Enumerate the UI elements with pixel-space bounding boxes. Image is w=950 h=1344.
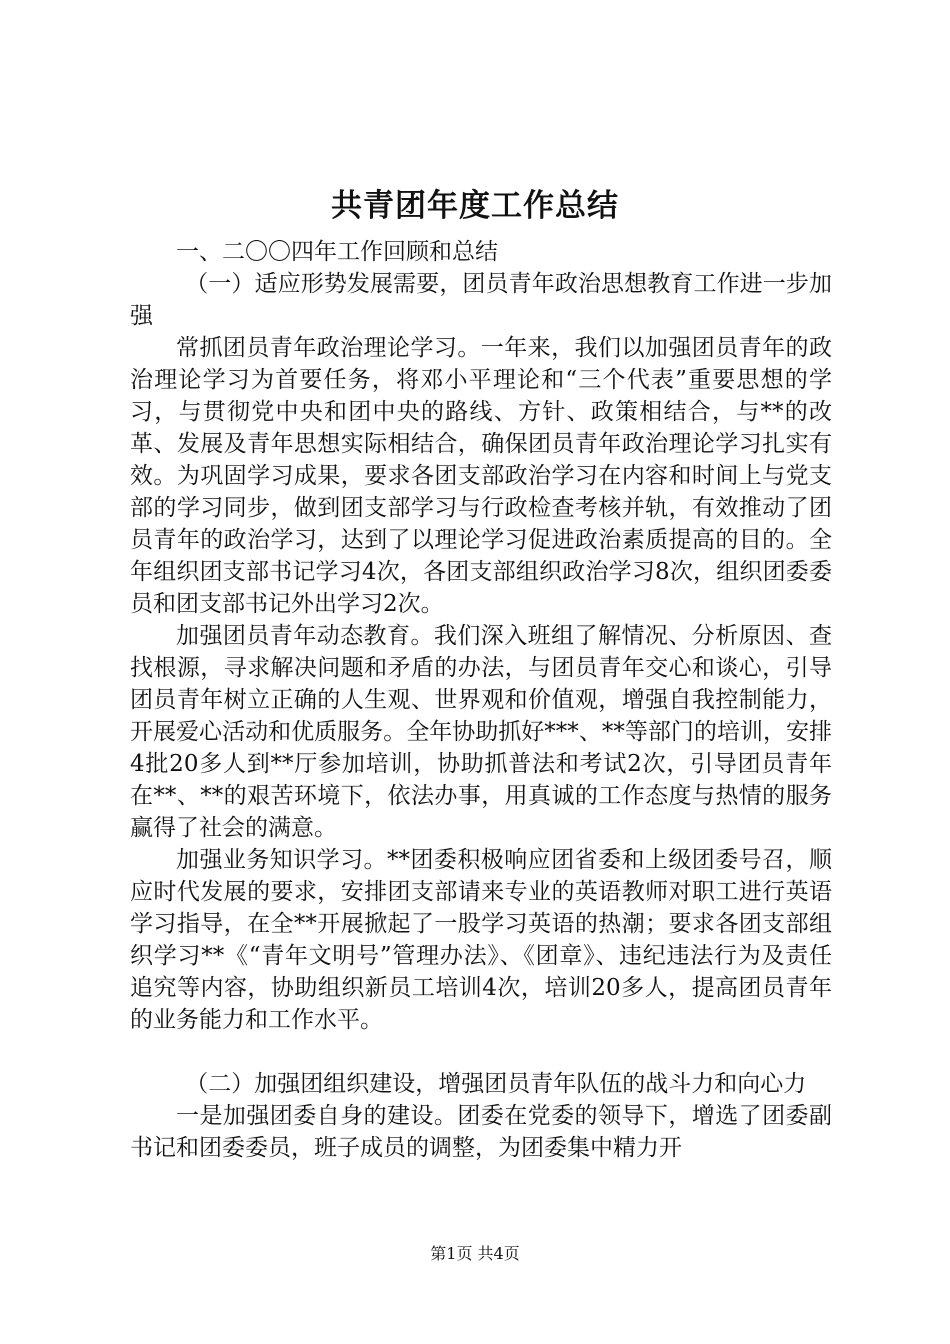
subsection-heading: （二）加强团组织建设，增强团员青年队伍的战斗力和向心力 (185, 1071, 807, 1097)
section-heading: 一、二〇〇四年工作回顾和总结 (176, 239, 498, 265)
body-paragraph: 加强业务知识学习。**团委积极响应团省委和上级团委号召，顺应时代发展的要求，安排团支部请来专业的英语教师对职工进行英语学习指导，在全**开展掀起了一股学习英语的热潮；要求各团支部组织学习**《“青年文明号”管理办法》、《团章》、违纪违法行为及责任追究等内容，协助组织新员工培训4次，培训20多人，提高团员青年的业务能力和工作水平。 (130, 847, 832, 1033)
document-body (130, 236, 832, 1164)
subsection-heading: （一）适应形势发展需要，团员青年政治思想教育工作进一步加强 (130, 271, 832, 329)
page-number-footer: 第1页 共4页 (430, 1244, 520, 1263)
body-paragraph: 加强团员青年动态教育。我们深入班组了解情况、分析原因、查找根源，寻求解决问题和矛盾的办法，与团员青年交心和谈心，引导团员青年树立正确的人生观、世界观和价值观，增强自我控制能力，开展爱心活动和优质服务。全年协助抓好***、**等部门的培训，安排4批20多人到**厅参加培训，协助抓普法和考试2次，引导团员青年在**、**的艰苦环境下，依法办事，用真诚的工作态度与热情的服务赢得了社会的满意。 (130, 623, 832, 841)
body-paragraph: 一是加强团委自身的建设。团委在党委的领导下，增选了团委副书记和团委委员，班子成员的调整，为团委集中精力开 (130, 1103, 832, 1161)
body-paragraph: 常抓团员青年政治理论学习。一年来，我们以加强团员青年的政治理论学习为首要任务，将邓小平理论和“三个代表”重要思想的学习，与贯彻党中央和团中央的路线、方针、政策相结合，与**的改革、发展及青年思想实际相结合，确保团员青年政治理论学习扎实有效。为巩固学习成果，要求各团支部政治学习在内容和时间上与党支部的学习同步，做到团支部学习与行政检查考核并轨，有效推动了团员青年的政治学习，达到了以理论学习促进政治素质提高的目的。全年组织团支部书记学习4次，各团支部组织政治学习8次，组织团委委员和团支部书记外出学习2次。 (130, 335, 832, 617)
document-title: 共青团年度工作总结 (331, 188, 619, 224)
